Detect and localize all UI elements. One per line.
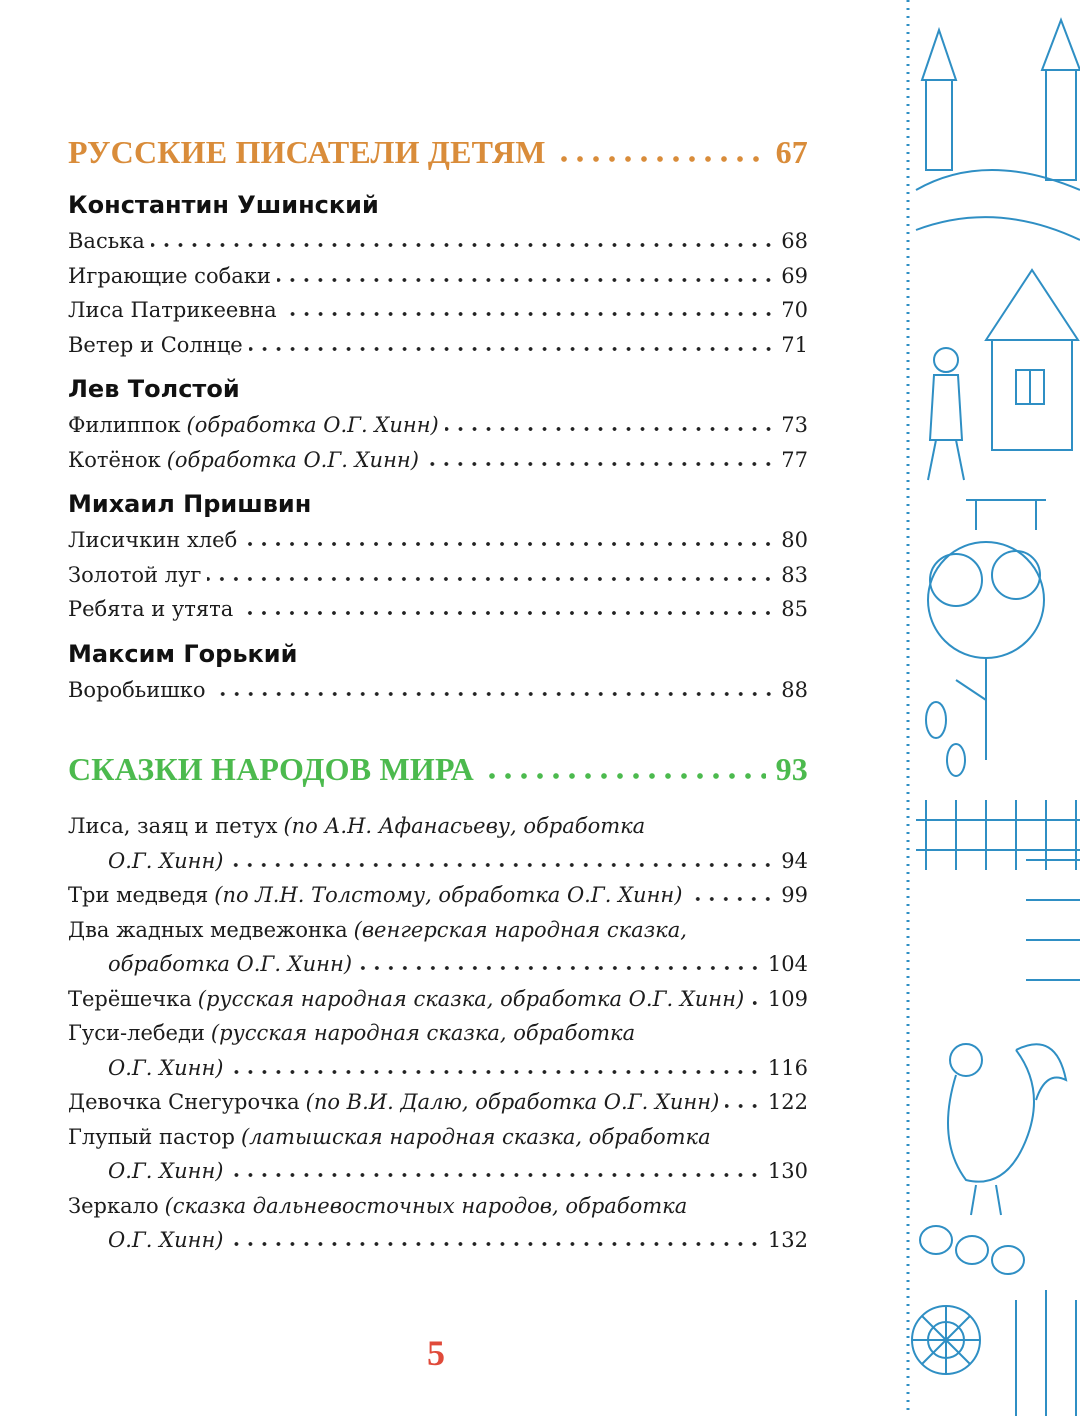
toc-entry[interactable] [68, 982, 808, 1017]
entry-title: Глупый пастор [68, 1124, 235, 1149]
entry-title: Два жадных медвежонка [68, 917, 348, 942]
entry-title: Лисичкин хлеб [68, 528, 238, 552]
entry-note: (обработка О.Г. Хинн) [186, 413, 439, 437]
entry-page: 80 [781, 528, 808, 552]
toc-entry[interactable] [68, 1085, 808, 1120]
entry-note: О.Г. Хинн) [108, 1055, 224, 1080]
toc-entry[interactable] [68, 913, 808, 948]
toc-entry[interactable] [68, 1120, 808, 1155]
section-heading-world-tales[interactable] [68, 743, 808, 795]
entry-page: 70 [781, 298, 808, 322]
author-name: Константин Ушинский [68, 191, 379, 219]
entry-title: Ребята и утята [68, 597, 234, 621]
entry-title: Филиппок [68, 413, 181, 437]
entry-page: 83 [781, 562, 808, 587]
entry-page: 73 [781, 413, 808, 437]
author-name: Михаил Пришвин [68, 490, 312, 518]
entry-title: Лиса, заяц и петух [68, 814, 278, 838]
entry-page: 94 [781, 848, 808, 873]
dot-leader [725, 1102, 762, 1110]
entry-page: 104 [767, 952, 808, 976]
section-page: 93 [775, 751, 808, 787]
entry-page: 85 [781, 597, 808, 621]
entry-note: (сказка дальневосточных народов, обработка [164, 1193, 688, 1218]
dot-leader [249, 345, 776, 353]
page-number: 5 [427, 1333, 445, 1373]
section-page: 67 [775, 134, 808, 170]
entry-title: Котёнок [68, 447, 161, 472]
toc-entry-continuation[interactable] [68, 1223, 808, 1258]
entry-note: (обработка О.Г. Хинн) [166, 447, 419, 472]
entry-title: Воробьишко [68, 677, 206, 702]
dot-leader [277, 276, 775, 284]
section-heading-russian-writers[interactable] [68, 126, 808, 178]
entry-note: (русская народная сказка, обработка [210, 1021, 636, 1045]
toc-entry-continuation[interactable] [68, 1051, 808, 1086]
dot-leader [243, 540, 775, 548]
dot-leader [750, 999, 762, 1007]
entry-page: 116 [767, 1055, 808, 1080]
entry-note: (русская народная сказка, обработка О.Г. Хинн) [197, 986, 745, 1011]
toc-entry[interactable] [68, 408, 808, 443]
toc-entry[interactable] [68, 809, 808, 844]
dot-leader [283, 310, 776, 318]
entry-title: Лиса Патрикеевна [68, 298, 277, 322]
toc-entry[interactable] [68, 224, 808, 259]
entry-title: Девочка Снегурочка [68, 1090, 300, 1114]
entry-note: (по А.Н. Афанасьеву, обработка [283, 814, 646, 838]
toc-entry[interactable] [68, 259, 808, 294]
entry-title: Терёшечка [68, 986, 192, 1011]
section-title: РУССКИЕ ПИСАТЕЛИ ДЕТЯМ [68, 134, 546, 170]
entry-title: Золотой луг [68, 562, 202, 587]
entry-title: Гуси-лебеди [68, 1021, 205, 1045]
author-name: Лев Толстой [68, 375, 240, 403]
entry-page: 109 [767, 986, 808, 1011]
entry-page: 122 [767, 1090, 808, 1114]
dot-leader [556, 154, 766, 164]
entry-page: 77 [781, 447, 808, 472]
entry-title: Играющие собаки [68, 263, 271, 288]
entry-page: 130 [767, 1159, 808, 1183]
section-title: СКАЗКИ НАРОДОВ МИРА [68, 751, 474, 787]
entry-page: 69 [781, 263, 808, 288]
toc-entry[interactable] [68, 523, 808, 558]
table-of-contents [68, 126, 808, 1258]
toc-entry-continuation[interactable] [68, 1154, 808, 1189]
dot-leader [688, 895, 775, 903]
entry-note: (по В.И. Далю, обработка О.Г. Хинн) [305, 1090, 720, 1114]
entry-page: 68 [781, 229, 808, 253]
entry-page: 99 [781, 883, 808, 907]
toc-entry[interactable] [68, 558, 808, 593]
toc-entry[interactable] [68, 673, 808, 708]
entry-note: (по Л.Н. Толстому, обработка О.Г. Хинн) [214, 883, 683, 907]
toc-entry[interactable] [68, 878, 808, 913]
entry-note: (латышская народная сказка, обработка [240, 1124, 711, 1149]
toc-entry[interactable] [68, 328, 808, 363]
dot-leader [212, 690, 776, 698]
dot-leader [239, 609, 775, 617]
entry-note: О.Г. Хинн) [108, 1159, 224, 1183]
entry-title: Три медведя [68, 883, 209, 907]
toc-entry[interactable] [68, 592, 808, 627]
dot-leader [207, 575, 775, 583]
entry-title: Васька [68, 229, 145, 253]
dot-leader [229, 1068, 761, 1076]
entry-page: 88 [781, 677, 808, 702]
dot-leader [229, 1171, 761, 1179]
toc-entry[interactable] [68, 443, 808, 478]
author-name: Максим Горький [68, 639, 298, 668]
entry-note: О.Г. Хинн) [108, 1228, 224, 1252]
toc-entry[interactable] [68, 293, 808, 328]
toc-entry-continuation[interactable] [68, 844, 808, 879]
dot-leader [484, 771, 766, 781]
dot-leader [358, 964, 762, 972]
dot-leader [229, 1240, 761, 1248]
entry-note: О.Г. Хинн) [108, 848, 224, 873]
entry-title: Ветер и Солнце [68, 332, 243, 357]
dot-leader [445, 425, 776, 433]
dot-leader [425, 460, 775, 468]
entry-title: Зеркало [68, 1193, 159, 1218]
village-folk-illustration-icon [896, 0, 1080, 1416]
dot-leader [151, 241, 775, 249]
toc-entry-continuation[interactable] [68, 947, 808, 982]
entry-note: обработка О.Г. Хинн) [108, 952, 353, 976]
entry-note: (венгерская народная сказка, [353, 917, 687, 942]
dot-leader [229, 861, 775, 869]
entry-page: 71 [781, 332, 808, 357]
entry-page: 132 [767, 1228, 808, 1252]
toc-entry[interactable] [68, 1016, 808, 1051]
toc-entry[interactable] [68, 1189, 808, 1224]
